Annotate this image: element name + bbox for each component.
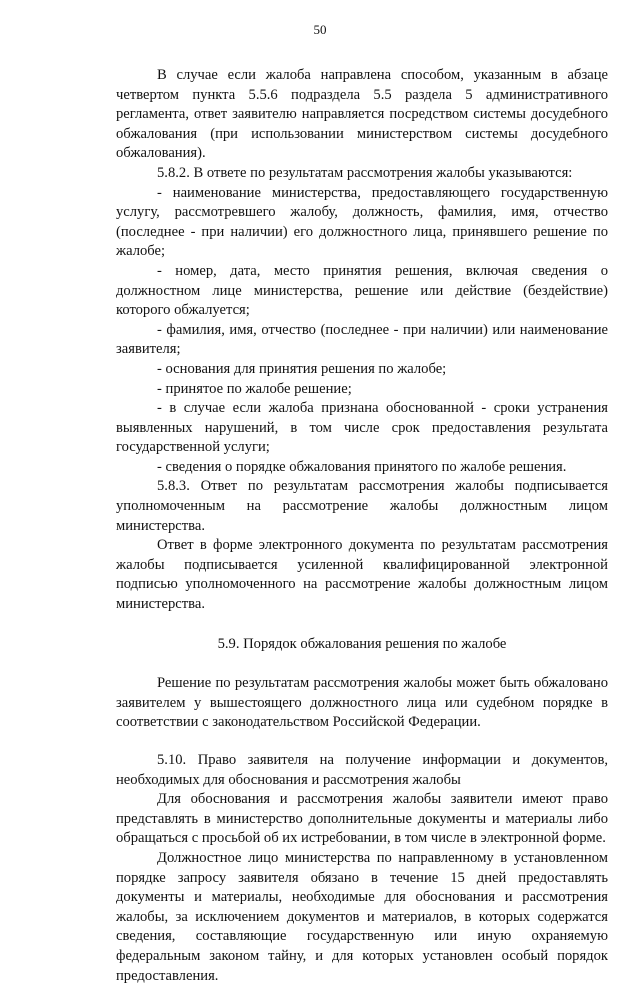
paragraph-5-10-documents: Для обоснования и рассмотрения жалобы заявители имеют право представлять в министерство дополнительные документы и материалы либо обращаться с просьбой об их истребовании, в том числе в электронной форме. <box>116 791 608 847</box>
paragraph-reply-via-system: В случае если жалоба направлена способом, указанным в абзаце четвертом пункта 5.5.6 подраздела 5.5 раздела 5 административного регламента, ответ заявителю направляется посредством системы досудебного обжалования (при использовании министерством системы досудебного обжалования). <box>116 67 608 162</box>
list-item-decision-grounds: - основания для принятия решения по жалобе; <box>157 360 447 377</box>
paragraph-5-10-official-duty: Должностное лицо министерства по направленному в установленном порядке запросу заявителя обязано в течение 15 дней предоставлять документы и материалы, необходимые для обоснования и рассмотрения жалобы, за исключением документов и материалов, в которых содержатся сведения, составляющие государственную или иную охраняемую федеральным законом тайну, и для которых установлен особый порядок предоставления. <box>116 849 608 984</box>
section-heading-5-9: 5.9. Порядок обжалования решения по жалобе <box>217 635 507 652</box>
paragraph-5-8-3: 5.8.3. Ответ по результатам рассмотрения жалобы подписывается уполномоченным на рассмотрение жалобы должностным лицом министерства. <box>116 478 608 534</box>
list-item-violation-terms: - в случае если жалоба признана обоснованной - сроки устранения выявленных нарушений, в том числе срок предоставления результата государственной услуги; <box>116 400 608 456</box>
list-item-decision-number-date: - номер, дата, место принятия решения, включая сведения о должностном лице министерства, решение или действие (бездействие) которого обжалуется; <box>116 262 608 319</box>
list-item-applicant-name: - фамилия, имя, отчество (последнее - при наличии) или наименование заявителя; <box>116 321 608 358</box>
list-item-decision-taken: - принятое по жалобе решение; <box>157 380 352 397</box>
list-item-ministry-name: - наименование министерства, предоставляющего государственную услугу, рассмотревшего жалобу, должность, фамилия, имя, отчество (последнее - при наличии) его должностного лица, принявшего решение по жалобе; <box>116 184 608 260</box>
list-item-appeal-procedure: - сведения о порядке обжалования принятого по жалобе решения. <box>157 458 567 475</box>
page-number: 50 <box>313 22 327 37</box>
paragraph-electronic-reply: Ответ в форме электронного документа по результатам рассмотрения жалобы подписывается усиленной квалифицированной электронной подписью уполномоченного на рассмотрение жалобы должностным лицом министерства. <box>116 537 608 613</box>
document-body <box>116 66 608 986</box>
paragraph-5-9-text: Решение по результатам рассмотрения жалобы может быть обжаловано заявителем у вышестоящего должностного лица или судебном порядке в соответствии с законодательством Российской Федерации. <box>116 675 608 731</box>
section-heading-5-10: 5.10. Право заявителя на получение информации и документов, необходимых для обоснования и рассмотрения жалобы <box>116 752 608 788</box>
paragraph-5-8-2-intro: 5.8.2. В ответе по результатам рассмотрения жалобы указываются: <box>157 164 573 181</box>
